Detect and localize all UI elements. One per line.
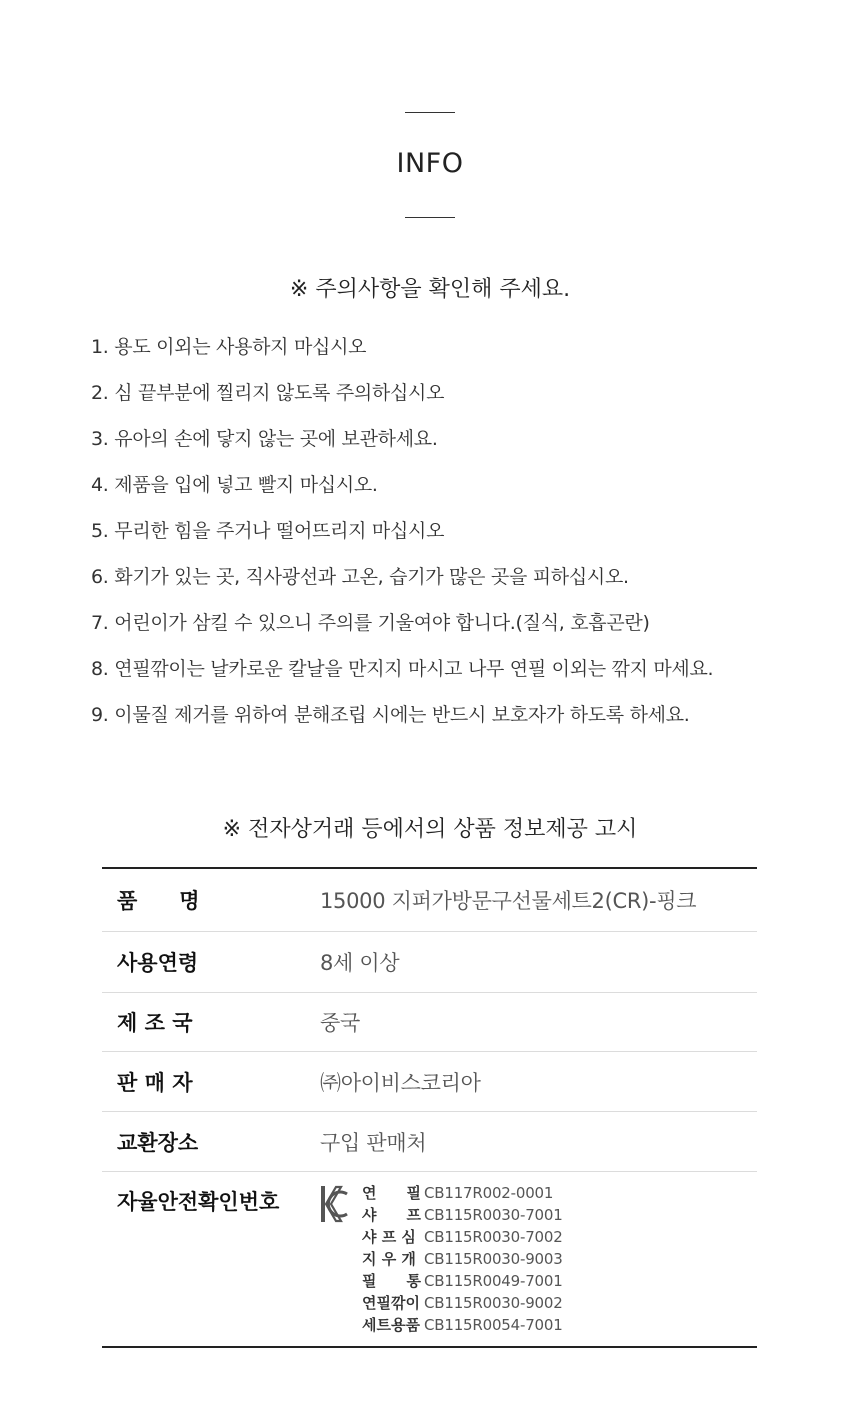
table-row-certification: [102, 1172, 757, 1346]
certification-item: [362, 1270, 563, 1292]
table-row-country: [102, 993, 757, 1052]
caution-item: 3. 유아의 손에 닿지 않는 곳에 보관하세요.: [91, 428, 438, 450]
certification-item: [362, 1204, 563, 1226]
row-label: 사용연령: [117, 951, 199, 975]
notice-heading: ※ 전자상거래 등에서의 상품 정보제공 고시: [222, 817, 638, 842]
cert-item-name: 연 필: [362, 1184, 421, 1202]
certification-item: [362, 1248, 563, 1270]
caution-item: 6. 화기가 있는 곳, 직사광선과 고온, 습기가 많은 곳을 피하십시오.: [91, 566, 629, 588]
row-label: 교환장소: [117, 1130, 199, 1155]
caution-list: [91, 324, 713, 738]
row-value: 8세 이상: [320, 951, 400, 975]
row-label: 품 명: [117, 889, 200, 913]
cert-item-name: 세트용품: [362, 1316, 420, 1334]
product-info-table: [102, 867, 757, 1348]
caution-heading: ※ 주의사항을 확인해 주세요.: [289, 277, 571, 302]
cert-item-name: 샤 프 심: [362, 1228, 416, 1246]
row-value: 15000 지퍼가방문구선물세트2(CR)-핑크: [320, 889, 697, 913]
row-label: 자율안전확인번호: [117, 1190, 280, 1214]
caution-item: 8. 연필깎이는 날카로운 칼날을 만지지 마시고 나무 연필 이외는 깎지 마세요.: [91, 658, 714, 680]
cert-item-code: CB115R0030-7002: [424, 1228, 563, 1246]
row-value: ㈜아이비스코리아: [320, 1070, 481, 1095]
cert-item-name: 지 우 개: [362, 1250, 416, 1268]
cert-item-name: 연필깎이: [362, 1294, 420, 1312]
caution-item: 5. 무리한 힘을 주거나 떨어뜨리지 마십시오: [91, 520, 445, 542]
cert-item-code: CB115R0054-7001: [424, 1316, 563, 1334]
caution-item: 2. 심 끝부분에 찔리지 않도록 주의하십시오: [91, 382, 445, 404]
row-value: 구입 판매처: [320, 1130, 427, 1155]
cert-item-code: CB117R002-0001: [424, 1184, 554, 1202]
cert-item-name: 샤 프: [362, 1206, 421, 1224]
cert-item-code: CB115R0030-7001: [424, 1206, 563, 1224]
caution-item: 9. 이물질 제거를 위하여 분해조립 시에는 반드시 보호자가 하도록 하세요.: [91, 704, 690, 726]
info-bottom-rule: [405, 217, 455, 218]
info-top-rule: [405, 112, 455, 113]
certification-item: [362, 1292, 563, 1314]
row-label: 판 매 자: [117, 1070, 193, 1095]
table-row-age: [102, 932, 757, 993]
certification-value: [320, 1172, 757, 1336]
table-row-seller: [102, 1052, 757, 1112]
certification-item: [362, 1226, 563, 1248]
cert-item-name: 필 통: [362, 1272, 421, 1290]
certification-list: [362, 1182, 563, 1336]
row-label: 제 조 국: [117, 1011, 193, 1035]
certification-item: [362, 1314, 563, 1336]
kc-mark-icon: [320, 1184, 348, 1224]
caution-item: 7. 어린이가 삼킬 수 있으니 주의를 기울여야 합니다.(질식, 호흡곤란): [91, 612, 650, 634]
cert-item-code: CB115R0030-9003: [424, 1250, 563, 1268]
cert-item-code: CB115R0030-9002: [424, 1294, 563, 1312]
row-value: 중국: [320, 1011, 360, 1035]
table-row-product-name: [102, 869, 757, 932]
table-row-exchange: [102, 1112, 757, 1172]
cert-item-code: CB115R0049-7001: [424, 1272, 563, 1290]
caution-item: 4. 제품을 입에 넣고 빨지 마십시오.: [91, 474, 378, 496]
certification-item: [362, 1182, 563, 1204]
caution-item: 1. 용도 이외는 사용하지 마십시오: [91, 336, 367, 358]
info-title: INFO: [396, 148, 464, 179]
